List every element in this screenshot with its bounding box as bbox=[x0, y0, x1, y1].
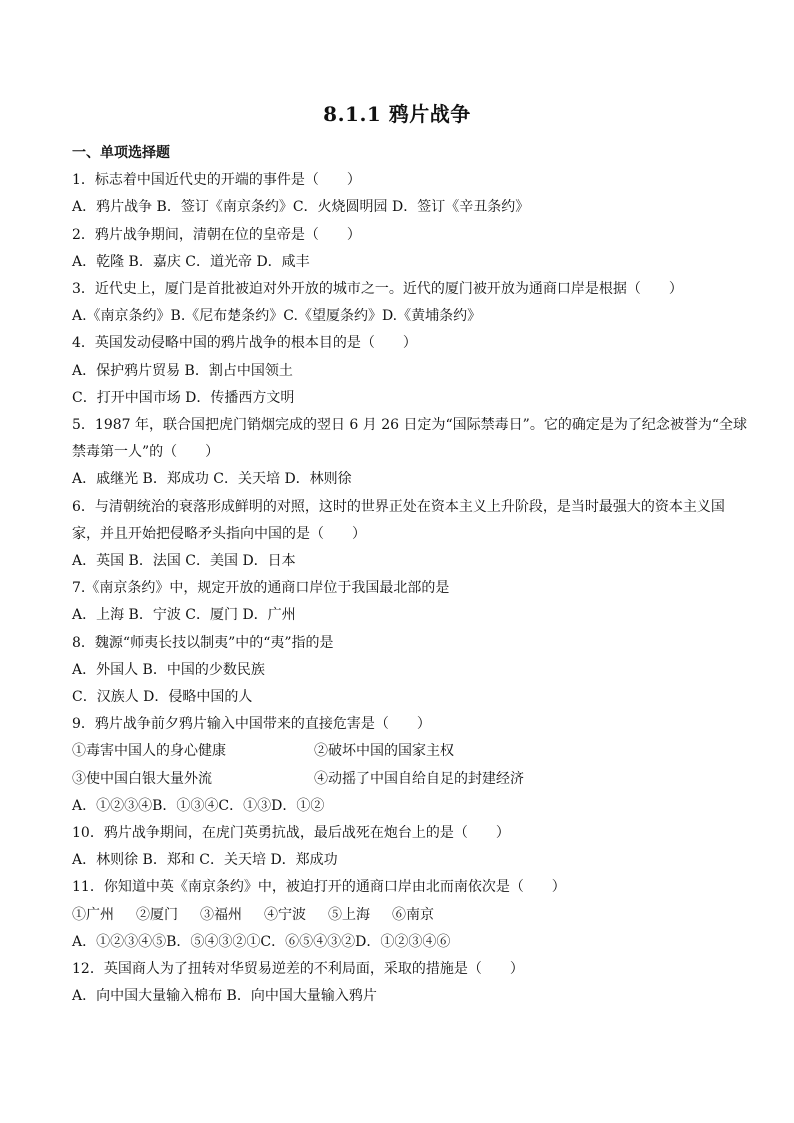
question-9-item-1: ①毒害中国人的身心健康 bbox=[72, 743, 226, 760]
question-4-options-ab: A．保护鸦片贸易 B．割占中国领土 bbox=[72, 362, 293, 379]
question-1-options: A．鸦片战争 B．签订《南京条约》C．火烧圆明园 D．签订《辛丑条约》 bbox=[72, 199, 530, 216]
question-11-item: ③福州 bbox=[200, 906, 242, 923]
question-7-options: A．上海 B．宁波 C．厦门 D．广州 bbox=[72, 607, 296, 624]
question-11-item: ④宁波 bbox=[264, 906, 306, 923]
question-9-item-4: ④动摇了中国自给自足的封建经济 bbox=[314, 770, 524, 787]
question-11-options: A．①②③④⑤B．⑤④③②①C．⑥⑤④③②D．①②③④⑥ bbox=[72, 933, 451, 950]
question-11-stem: 11．你知道中英《南京条约》中，被迫打开的通商口岸由北而南依次是（ ） bbox=[72, 879, 566, 896]
question-5-options: A．戚继光 B．郑成功 C．关天培 D．林则徐 bbox=[72, 471, 352, 488]
question-9-options: A．①②③④B．①③④C．①③D．①② bbox=[72, 797, 325, 814]
question-9-items-row1 bbox=[72, 738, 724, 765]
question-3-stem: 3．近代史上，厦门是首批被迫对外开放的城市之一。近代的厦门被开放为通商口岸是根据（ ） bbox=[72, 281, 683, 298]
question-6-options: A．英国 B．法国 C．美国 D．日本 bbox=[72, 553, 296, 570]
question-2-options: A．乾隆 B．嘉庆 C．道光帝 D．咸丰 bbox=[72, 253, 310, 270]
question-11-item: ②厦门 bbox=[136, 906, 178, 923]
question-11-item: ⑤上海 bbox=[328, 906, 370, 923]
question-list bbox=[72, 140, 747, 1011]
question-9-items-row2 bbox=[72, 766, 724, 793]
question-11-items bbox=[72, 902, 724, 929]
question-12-stem: 12．英国商人为了扭转对华贸易逆差的不利局面，采取的措施是（ ） bbox=[72, 961, 524, 978]
question-10-stem: 10．鸦片战争期间，在虎门英勇抗战，最后战死在炮台上的是（ ） bbox=[72, 825, 510, 842]
question-8-options-ab: A．外国人 B．中国的少数民族 bbox=[72, 661, 265, 678]
question-10-options: A．林则徐 B．郑和 C．关天培 D．郑成功 bbox=[72, 852, 338, 869]
question-7-stem: 7.《南京条约》中，规定开放的通商口岸位于我国最北部的是 bbox=[72, 580, 450, 597]
question-5-stem-line1: 5．1987 年，联合国把虎门销烟完成的翌日 6 月 26 日定为“国际禁毒日”。它的确定是为了纪念被誉为“全球 bbox=[72, 417, 747, 434]
question-6-stem-line2: 家，并且开始把侵略矛头指向中国的是（ ） bbox=[72, 525, 366, 542]
question-12-options: A．向中国大量输入棉布 B．向中国大量输入鸦片 bbox=[72, 988, 377, 1005]
question-4-options-cd: C．打开中国市场 D．传播西方文明 bbox=[72, 389, 295, 406]
question-3-options: A.《南京条约》B.《尼布楚条约》C.《望厦条约》D.《黄埔条约》 bbox=[72, 308, 482, 325]
question-9-item-3: ③使中国白银大量外流 bbox=[72, 770, 212, 787]
question-9-item-2: ②破坏中国的国家主权 bbox=[314, 743, 454, 760]
question-2-stem: 2．鸦片战争期间，清朝在位的皇帝是（ ） bbox=[72, 226, 361, 243]
question-6-stem-line1: 6．与清朝统治的衰落形成鲜明的对照，这时的世界正处在资本主义上升阶段，是当时最强大的资本主义国 bbox=[72, 498, 725, 515]
question-5-stem-line2: 禁毒第一人”的（ ） bbox=[72, 444, 220, 461]
question-11-item: ⑥南京 bbox=[392, 906, 434, 923]
question-8-stem: 8．魏源“师夷长技以制夷”中的“夷”指的是 bbox=[72, 634, 334, 651]
page-title: 8.1.1 鸦片战争 bbox=[323, 102, 471, 126]
question-9-stem: 9．鸦片战争前夕鸦片输入中国带来的直接危害是（ ） bbox=[72, 716, 431, 733]
question-1-stem: 1．标志着中国近代史的开端的事件是（ ） bbox=[72, 172, 361, 189]
question-8-options-cd: C．汉族人 D．侵略中国的人 bbox=[72, 689, 253, 706]
question-4-stem: 4．英国发动侵略中国的鸦片战争的根本目的是（ ） bbox=[72, 335, 417, 352]
question-11-item: ①广州 bbox=[72, 906, 114, 923]
section-heading: 一、单项选择题 bbox=[72, 145, 170, 161]
